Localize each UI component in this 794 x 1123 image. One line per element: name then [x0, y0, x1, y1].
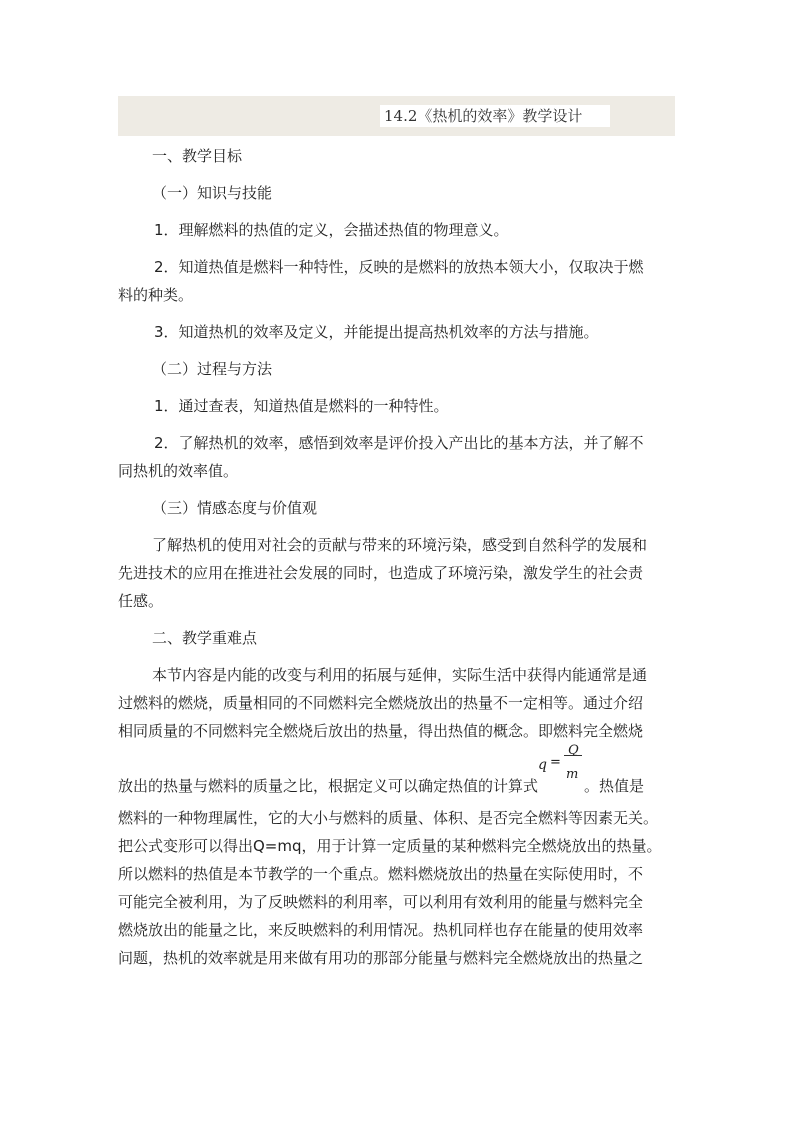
text-line: 同热机的效率值。 — [118, 462, 239, 480]
paragraph — [118, 804, 675, 972]
text-line: 放出的热量与燃料的质量之比，根据定义可以确定热值的计算式 — [118, 777, 539, 795]
text-line: 问题，热机的效率就是用来做有用功的那部分能量与燃料完全燃烧放出的热量之 — [118, 949, 644, 967]
text-line: 所以燃料的热值是本节教学的一个重点。燃料燃烧放出的热量在实际使用时，不 — [118, 865, 644, 883]
heat-value-formula — [538, 743, 584, 791]
text-line: 过燃料的燃烧，质量相同的不同燃料完全燃烧放出的热量不一定相等。通过介绍 — [118, 694, 644, 712]
section-heading-objectives: 一、教学目标 — [152, 147, 243, 165]
formula-denominator: m — [566, 767, 579, 782]
text-line: 任感。 — [118, 592, 164, 610]
text-line: 料的种类。 — [118, 286, 194, 304]
subheading-process: （二）过程与方法 — [152, 360, 273, 378]
formula-numerator: Q — [568, 743, 579, 758]
text-line: 燃烧放出的能量之比，来反映燃料的利用情况。热机同样也存在能量的使用效率 — [118, 921, 644, 939]
formula-equals: = — [550, 755, 561, 770]
fraction-bar — [564, 755, 582, 756]
text-line: 本节内容是内能的改变与利用的拓展与延伸，实际生活中获得内能通常是通 — [152, 666, 648, 684]
text-line: 。热值是 — [584, 777, 645, 795]
title-bar — [118, 96, 675, 136]
paragraph — [118, 429, 675, 485]
paragraph-with-formula — [118, 743, 675, 800]
text-line: 把公式变形可以得出Q=mq，用于计算一定质量的某种燃料完全燃烧放出的热量。 — [118, 837, 662, 855]
paragraph — [118, 253, 675, 309]
paragraph: 3．知道热机的效率及定义，并能提出提高热机效率的方法与措施。 — [154, 323, 599, 341]
text-line: 可能完全被利用，为了反映燃料的利用率，可以利用有效利用的能量与燃料完全 — [118, 893, 644, 911]
document-body — [118, 142, 675, 972]
text-line: 2．了解热机的效率，感悟到效率是评价投入产出比的基本方法，并了解不 — [154, 434, 644, 452]
text-line: 相同质量的不同燃料完全燃烧后放出的热量，得出热值的概念。即燃料完全燃烧 — [118, 722, 644, 740]
paragraph — [118, 661, 675, 745]
subheading-knowledge: （一）知识与技能 — [152, 184, 273, 202]
document-title: 14.2《热机的效率》教学设计 — [380, 105, 610, 127]
text-line: 燃料的一种物理属性，它的大小与燃料的质量、体积、是否完全燃料等因素无关。 — [118, 809, 659, 827]
paragraph — [118, 531, 675, 615]
formula-lhs: q — [538, 757, 547, 773]
paragraph: 1．通过查表，知道热值是燃料的一种特性。 — [154, 397, 449, 415]
text-line: 2．知道热值是燃料一种特性，反映的是燃料的放热本领大小，仅取决于燃 — [154, 258, 644, 276]
subheading-attitude: （三）情感态度与价值观 — [152, 499, 318, 517]
text-line: 先进技术的应用在推进社会发展的同时，也造成了环境污染，激发学生的社会责 — [118, 564, 644, 582]
text-line: 了解热机的使用对社会的贡献与带来的环境污染，感受到自然科学的发展和 — [152, 536, 648, 554]
section-heading-key-points: 二、教学重难点 — [152, 629, 258, 647]
paragraph: 1．理解燃料的热值的定义，会描述热值的物理意义。 — [154, 221, 509, 239]
